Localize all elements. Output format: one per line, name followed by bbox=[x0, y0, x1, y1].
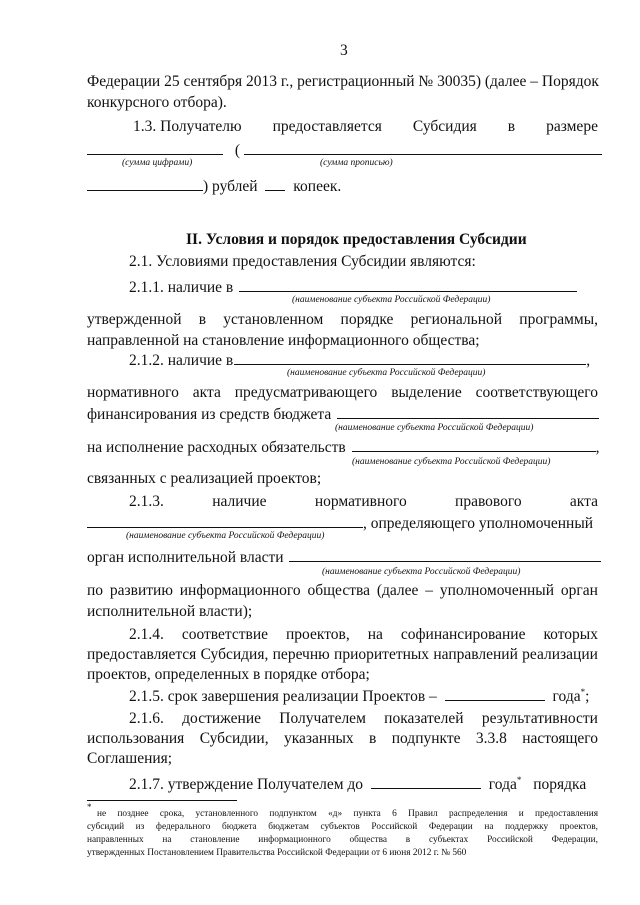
amount-words-blank[interactable] bbox=[244, 140, 602, 155]
expenses-line: на исполнение расходных обязательств , bbox=[87, 439, 600, 456]
caption-region-name: (наименование субъекта Российской Федерации) bbox=[287, 368, 486, 378]
paragraph-line: использования Субсидии, указанных в подпункте 3.3.8 настоящего bbox=[87, 730, 598, 747]
paragraph-line: нормативного акта предусматривающего выделение соответствующего bbox=[87, 384, 598, 401]
paragraph-line: направленной на становление информационного общества; bbox=[87, 332, 480, 349]
financing-line: финансирования из средств бюджета bbox=[87, 404, 599, 424]
clause-2-1-6-line: 2.1.6. достижение Получателем показателей результативности bbox=[129, 710, 598, 727]
footnote-marker: * bbox=[87, 801, 92, 812]
act-region-blank[interactable] bbox=[87, 513, 363, 528]
paragraph-line: проектов, определенных в порядке отбора; bbox=[87, 666, 370, 683]
page-number: 3 bbox=[340, 42, 348, 59]
clause-2-1-1-line: 2.1.1. наличие в bbox=[129, 277, 577, 297]
caption-region-name: (наименование субъекта Российской Федерации) bbox=[292, 295, 491, 305]
footnote-line: субсидий из федерального бюджета бюджетам субъектов Российской Федерации на поддержку проектов, bbox=[87, 822, 598, 832]
paragraph-line: Соглашения; bbox=[87, 750, 173, 767]
completion-date-blank[interactable] bbox=[445, 686, 545, 701]
clause-2-1-2-line: 2.1.2. наличие в , bbox=[129, 352, 591, 369]
clause-2-1: 2.1. Условиями предоставления Субсидии являются: bbox=[129, 253, 476, 270]
paragraph-line: конкурсного отбора). bbox=[87, 94, 227, 111]
caption-region-name: (наименование субъекта Российской Федерации) bbox=[126, 531, 325, 541]
footnote-line: направленных на становление информационного общества в субъектах Российской Федерации, bbox=[87, 835, 598, 845]
organ-line: орган исполнительной власти bbox=[87, 547, 601, 567]
budget-region-blank[interactable] bbox=[337, 404, 599, 419]
caption-region-name: (наименование субъекта Российской Федерации) bbox=[322, 567, 521, 577]
clause-2-1-7-line: 2.1.7. утверждение Получателем до года* порядка bbox=[129, 774, 587, 793]
paragraph-line: предоставляется Субсидия, перечню приоритетных направлений реализации bbox=[87, 646, 598, 663]
paragraph-line: связанных с реализацией проектов; bbox=[87, 470, 322, 487]
clause-2-1-4-line: 2.1.4. соответствие проектов, на софинансирование которых bbox=[129, 626, 598, 643]
organ-region-blank[interactable] bbox=[289, 547, 601, 562]
amount-digits-blank[interactable] bbox=[87, 140, 223, 155]
clause-1-3-line: 1.3. Получателю предоставляется Субсидия в размере bbox=[133, 118, 598, 135]
obligations-region-blank[interactable] bbox=[352, 437, 596, 452]
region-name-blank[interactable] bbox=[239, 277, 577, 292]
caption-amount-words: (сумма прописью) bbox=[320, 158, 393, 168]
clause-2-1-3-line: 2.1.3. наличие нормативного правового акта bbox=[129, 493, 598, 510]
kopecks-blank[interactable] bbox=[265, 176, 285, 191]
clause-2-1-5-line: 2.1.5. срок завершения реализации Проектов – года*; bbox=[129, 686, 590, 705]
caption-amount-digits: (сумма цифрами) bbox=[122, 158, 193, 168]
paragraph-line: исполнительной власти); bbox=[87, 603, 253, 620]
footnote-line: утвержденных Постановлением Правительства Российской Федерации от 6 июня 2012 г. № 560 bbox=[87, 848, 467, 858]
paragraph-line: утвержденной в установленном порядке региональной программы, bbox=[87, 311, 598, 328]
approval-date-blank[interactable] bbox=[371, 774, 481, 789]
caption-region-name: (наименование субъекта Российской Федерации) bbox=[352, 457, 551, 467]
paragraph-line: по развитию информационного общества (далее – уполномоченный орган bbox=[87, 582, 598, 599]
section-heading: II. Условия и порядок предоставления Субсидии bbox=[186, 231, 527, 248]
rubles-blank[interactable] bbox=[87, 176, 203, 191]
paragraph-line: Федерации 25 сентября 2013 г., регистрационный № 30035) (далее – Порядок bbox=[87, 73, 599, 90]
caption-region-name: (наименование субъекта Российской Федерации) bbox=[335, 423, 534, 433]
footnote-separator bbox=[87, 800, 237, 801]
footnote-line: не позднее срока, установленного подпунктом «д» пункта 6 Правил распределения и предоставления bbox=[97, 809, 598, 819]
region-name-blank[interactable] bbox=[234, 350, 586, 365]
amount-line: ( bbox=[87, 140, 602, 160]
rubles-line: ) рублей копеек. bbox=[87, 176, 341, 196]
act-line: , определяющего уполномоченный bbox=[87, 513, 593, 533]
